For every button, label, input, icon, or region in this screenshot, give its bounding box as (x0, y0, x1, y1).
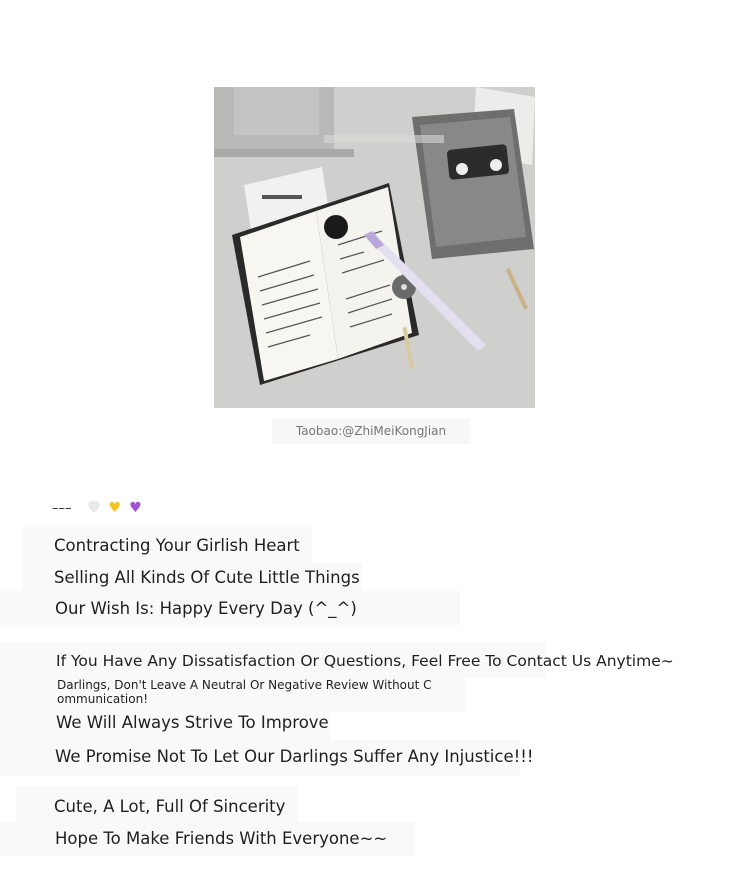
text-line-5a: Darlings, Don't Leave A Neutral Or Negative Review Without C (57, 678, 432, 692)
purple-heart-icon: ♥ (129, 500, 142, 516)
photo-caption: Taobao:@ZhiMeiKongJian (272, 418, 470, 444)
product-photo (214, 87, 535, 408)
text-line-1: Contracting Your Girlish Heart (54, 536, 300, 555)
decoration-row (52, 499, 146, 518)
text-line-6: We Will Always Strive To Improve (56, 713, 329, 732)
dash-separator: ––– (52, 501, 72, 516)
text-line-8: Cute, A Lot, Full Of Sincerity (54, 797, 286, 816)
text-line-4: If You Have Any Dissatisfaction Or Questions, Feel Free To Contact Us Anytime~ (56, 652, 674, 670)
text-line-2: Selling All Kinds Of Cute Little Things (54, 568, 360, 587)
yellow-heart-icon: ♥ (108, 500, 122, 516)
text-line-5 (57, 678, 432, 706)
text-line-9: Hope To Make Friends With Everyone~~ (55, 829, 388, 848)
text-line-5b: ommunication! (57, 692, 149, 706)
white-heart-icon: ♥ (87, 500, 101, 516)
text-line-3: Our Wish Is: Happy Every Day (^_^) (55, 599, 357, 618)
text-line-7: We Promise Not To Let Our Darlings Suffer Any Injustice!!! (55, 747, 534, 766)
